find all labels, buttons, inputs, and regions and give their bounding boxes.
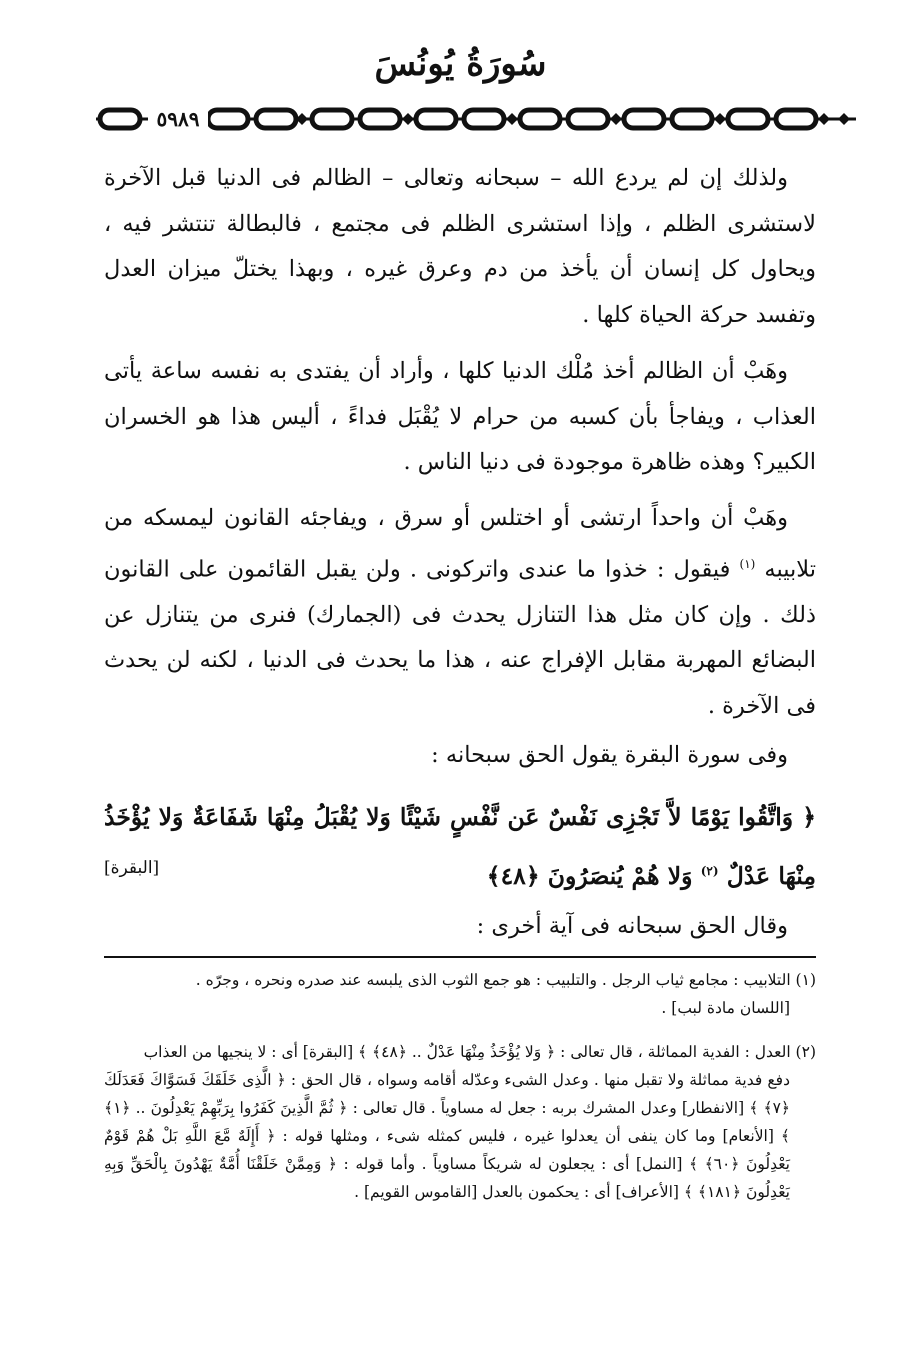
footnote-2 — [104, 1038, 816, 1206]
paragraph-2: وهَبْ أن الظالم أخذ مُلْك الدنيا كلها ، وأراد أن يفتدى به نفسه ساعة يأتى العذاب ، ويفاجأ بأن كسبه من حرام لا يُقْبَل فداءً ، أليس هذا هو الخسران الكبير؟ وهذه ظاهرة موجودة فى دنيا الناس . — [104, 358, 816, 475]
paragraph-3 — [104, 496, 816, 729]
paragraph-4: وفى سورة البقرة يقول الحق سبحانه : — [431, 742, 788, 768]
paragraph-1: ولذلك إن لم يردع الله – سبحانه وتعالى – الظالم فى الدنيا قبل الآخرة لاستشرى الظلم ، وإذا استشرى الظلم فى مجتمع ، فالبطالة تنتشر فيه ، ويحاول كل إنسان أن يأخذ من دم وعرق غيره ، وبهذا يختلّ ميزان العدل وتفسد حركة الحياة كلها . — [104, 165, 816, 328]
footnote-2-text: (٢) العدل : الفدية المماثلة ، قال تعالى : ﴿ وَلا يُؤْخَذُ مِنْهَا عَدْلٌ .. ﴿٤٨﴾ ﴾ [البقرة] أى : لا ينجيها من العذاب — [143, 1043, 816, 1061]
closing-line: وقال الحق سبحانه فى آية أخرى : — [476, 913, 788, 939]
footnote-ref-1[interactable]: (١) — [739, 556, 756, 571]
verse-part-2: وَلا هُمْ يُنصَرُونَ ﴿٤٨﴾ — [486, 861, 693, 890]
footnote-2-continuation: دفع فدية مماثلة ولا تقبل منها . وعدل الشىء وعدّله أقامه وسواه ، قال الحق : ﴿ الَّذِى خَلَقَكَ فَسَوَّاكَ فَعَدَلَكَ ﴿٧﴾ ﴾ [الانفطار] وعدل المشرك بربه : جعل له مساوياً . قال تعالى : ﴿ ثُمَّ الَّذِينَ كَفَرُوا بِرَبِّهِمْ يَعْدِلُونَ .. ﴿١﴾ ﴾ [الأنعام] وما كان ينفى أن يعدلوا غيره ، فليس كمثله شىء ، ومثلها قوله : ﴿ أَإِلَهٌ مَّعَ اللَّهِ بَلْ هُمْ قَوْمٌ يَعْدِلُونَ ﴿٦٠﴾ ﴾ [النمل] أى : يجعلون له شريكاً مساوياً . وأما قوله : ﴿ وَمِمَّنْ خَلَقْنَا أُمَّةٌ يَهْدُونَ بِالْحَقِّ وَبِهِ يَعْدِلُونَ ﴿١٨١﴾ ﴾ [الأعراف] أى : يحكمون بالعدل [القاموس القويم] . — [104, 1071, 790, 1201]
footnote-1-text: (١) التلابيب : مجامع ثياب الرجل . والتلبيب : هو جمع الثوب الذى يلبسه عند صدره ونحره ، وجرّه . — [195, 971, 816, 989]
footnote-ref-2[interactable]: (٢) — [700, 864, 719, 878]
footnote-separator — [104, 956, 816, 958]
footnote-1 — [104, 966, 816, 1022]
verse-reference: [البقرة] — [104, 858, 160, 878]
paragraph-3-part-1: وهَبْ أن واحداً ارتشى أو اختلس أو سرق ، ويفاجئه القانون ليمسكه من تلابيبه — [104, 505, 816, 582]
surah-title: سُورَةُ يُونُسَ — [374, 44, 547, 84]
decorative-chain-border — [96, 104, 856, 134]
quran-verse — [104, 790, 816, 903]
paragraph-3-part-2: فيقول : خذوا ما عندى واتركونى . ولن يقبل القائمون على القانون ذلك . وإن كان مثل هذا التنازل يحدث فى (الجمارك) فنرى من يتنازل عن البضائع المهربة مقابل الإفراج عنه ، هذا ما يحدث فى الدنيا ، لكنه لن يحدث فى الآخرة . — [104, 556, 816, 719]
page-number: ٥٩٨٩ — [148, 104, 208, 134]
footnote-1-source: [اللسان مادة لبب] . — [661, 999, 790, 1017]
verse-part-1: ﴿ وَاتَّقُوا يَوْمًا لاَّ تَجْزِى نَفْسٌ عَن نَّفْسٍ شَيْئًا وَلا يُقْبَلُ مِنْهَا شَفَاعَةٌ وَلا يُؤْخَذُ مِنْهَا عَدْلٌ — [104, 803, 816, 890]
